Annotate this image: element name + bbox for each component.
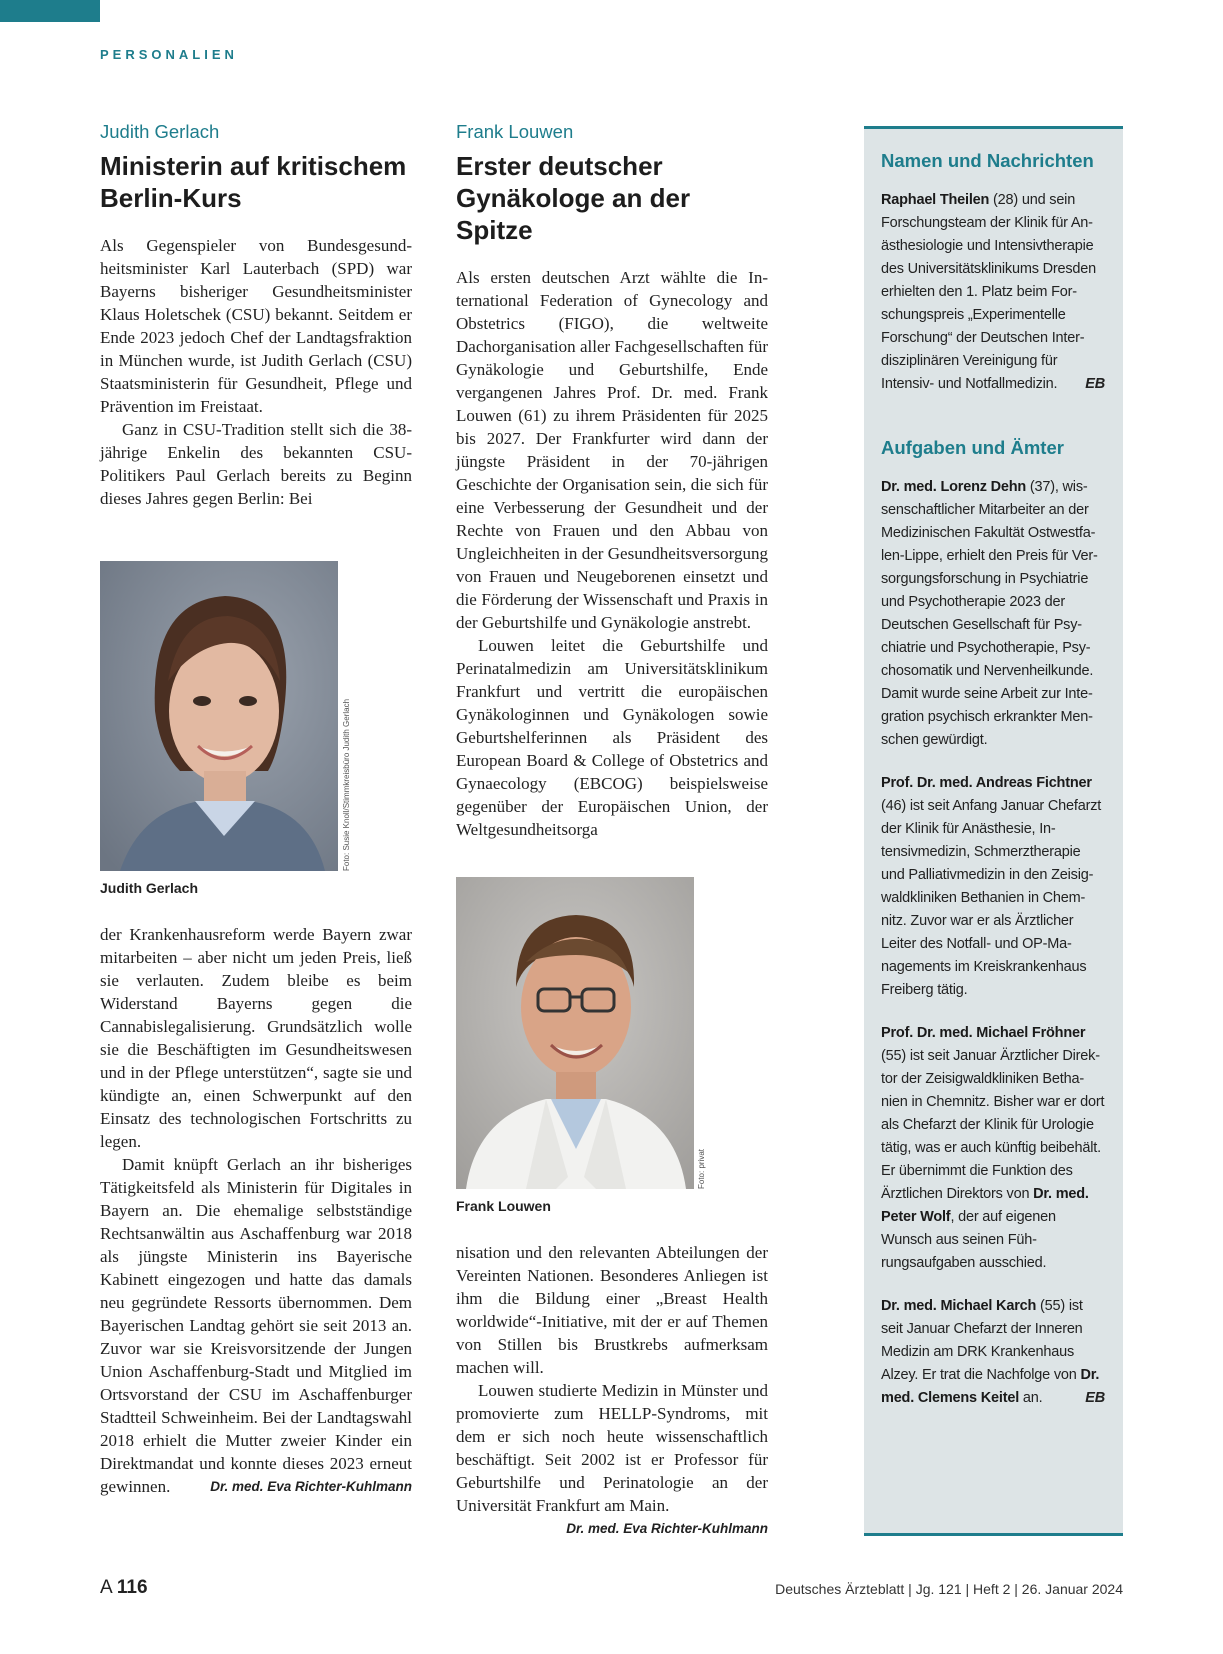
photo-caption: Frank Louwen [456,1198,551,1214]
sidebar-entry [881,772,1105,1002]
person-name: Dr. med. Peter Wolf [881,1186,1089,1225]
article-louwen-continued [456,1241,768,1540]
paragraph-text: Louwen studierte Medizin in Münster und promovierte zum HELLP-Syndroms, mit dem er sich noch heute wissenschaftlich beschäftigt. Seit 2002 ist er Professor für Geburtshilfe und Perinatologie an der Universität Frankfurt am Main. [456,1381,768,1515]
person-name: Dr. med. Lorenz Dehn [881,479,1027,495]
article-louwen [456,120,768,841]
entry-text: (46) ist seit Anfang Januar Chefarzt der Klinik für Anästhesie, Intensivmedizin, Schmerztherapie und Palliativmedizin in den Zeisigwaldkliniken Bethanien in Chemnitz. Zuvor war er als Ärztlicher Leiter des Notfall- und OP-Managements im Kreiskrankenhaus Freiberg tätig. [881,798,1102,998]
article-paragraph: nisation und den relevanten Abteilungen der Vereinten Nationen. Besonderes Anliegen ist ihm die Bildung einer „Breast Health worldwide“-Initiative, mit der er auf Themen von Stillen bis Brustkrebs aufmerksam machen will. [456,1243,768,1377]
article-paragraph: Louwen leitet die Geburtshilfe und Perinatalmedizin am Universitätsklinikum Frankfurt und vertritt die europäischen Gynäkologinnen und Gynäkologen sowie Geburtshelferinnen als Präsident des European Board & College of Obstetrics and Gynaecology (EBCOG) beispielsweise gegenüber der Europäischen Union, der Weltgesundheitsorga [456,636,768,839]
entry-text: an. [1019,1390,1043,1406]
section-label: PERSONALIEN [100,47,238,62]
article-paragraph [456,1379,768,1536]
article-paragraph: der Krankenhausreform werde Bayern zwar mitarbeiten – aber nicht um jeden Preis, ließ sie verlauten. Zudem bleibe es beim Widerstand Bayerns gegen die Cannabislegalisierung. Grundsätzlich wolle sie die Beschäftigten im Gesundheitswesen und in der Pflege unterstützen“, sagte sie und kündigte an, einen Schwerpunkt auf den Einsatz des technologischen Fortschritts zu legen. [100,925,412,1151]
entry-text: , der auf eigenen Wunsch aus seinen Führungsaufgaben ausschied. [881,1209,1056,1271]
entry-text: (55) ist seit Januar Ärztlicher Direktor der Zeisigwaldkliniken Bethanien in Chemnitz. Bisher war er dort als Chefarzt der Klinik für Urologie tätig, was er auch künftig beibehält. Er übernimmt die Funktion des Ärztlichen Direktors von [881,1048,1105,1202]
article-paragraph [100,1153,412,1498]
article-gerlach-continued [100,923,412,1498]
entry-text: (37), wissenschaftlicher Mitarbeiter an der Medizinischen Fakultät Ostwestfalen-Lippe, erhielt den Preis für Versorgungsforschung in Psychiatrie und Psychotherapie 2023 der Deutschen Gesellschaft für Psychiatrie und Psychotherapie, Psychosomatik und Nervenheilkunde. Damit wurde seine Arbeit zur Integration psychisch erkrankter Menschen gewürdigt. [881,479,1098,748]
article-gerlach [100,120,412,510]
top-accent-bar [0,0,100,22]
page-prefix: A [100,1577,117,1598]
entry-text: (55) ist seit Januar Chefarzt der Inneren Medizin am DRK Krankenhaus Alzey. Er trat die Nachfolge von [881,1298,1083,1383]
journal-info: Deutsches Ärzteblatt | Jg. 121 | Heft 2 | 26. Januar 2024 [775,1581,1123,1597]
person-name: Prof. Dr. med. Andreas Fichtner [881,775,1092,791]
page-number [100,1577,148,1599]
sidebar-heading: Aufgaben und Ämter [881,437,1064,458]
page-number-value: 116 [116,1577,148,1598]
article-author: Dr. med. Eva Richter-Kuhlmann [566,1521,768,1536]
article-author: Dr. med. Eva Richter-Kuhlmann [210,1479,412,1494]
portrait-photo-gerlach [100,561,338,871]
article-paragraph: Als Gegenspieler von Bundesgesundheitsminister Karl Lauterbach (SPD) war Bayerns bisheriger Gesundheitsminister Klaus Holetschek (CSU) bekannt. Seitdem er Ende 2023 jedoch Chef der Landtagsfraktion in München wurde, ist Judith Gerlach (CSU) Staatsministerin für Gesundheit, Pflege und Prävention im Freistaat. [100,236,412,416]
sidebar-entry [881,476,1105,752]
sidebar-news-box [864,126,1123,1536]
article-paragraph: Als ersten deutschen Arzt wählte die International Federation of Gynecology and Obstetrics (FIGO), die weltweite Dachorganisation aller Fachgesellschaften für Gynäkologie und Geburtshilfe, Ende vergangenen Jahres Prof. Dr. med. Frank Louwen (61) zu ihrem Präsidenten für 2025 bis 2027. Der Frankfurter wird dann der jüngste Präsident in der 70-jährigen Geschichte der Organisation sein, die sich für eine Verbesserung der Gesundheit und der Rechte von Frauen und den Abbau von Ungleichheiten in der Gesundheitsversorgung von Frauen und Neugeborenen einsetzt und die Förderung der Wissenschaft und Praxis in der Geburtshilfe und Gynäkologie anstrebt. [456,268,768,632]
paragraph-text: Damit knüpft Gerlach an ihr bisheriges Tätigkeitsfeld als Ministerin für Digitales in Bayern an. Die ehemalige selbstständige Rechtsanwältin aus Aschaffenburg war 2018 als jüngste Ministerin ins Bayerische Kabinett eingezogen und hatte das damals neu gegründete Ressorts übernommen. Dem Bayerischen Landtag gehört sie seit 2013 an. Zuvor war sie Kreisvorsitzende der Jungen Union Aschaffenburg-Stadt und Mitglied im Ortsvorstand der CSU im Aschaffenburger Stadtteil Schweinheim. Bei der Landtagswahl 2018 erhielt die Mutter zweier Kinder ein Direktmandat und konnte dieses 2023 erneut gewinnen. [100,1155,412,1496]
article-headline: Erster deutscher Gynäkologe an der Spitze [456,151,691,245]
editor-mark: EB [1085,376,1105,392]
sidebar-entry [881,1295,1105,1410]
photo-caption: Judith Gerlach [100,880,199,896]
article-headline: Ministerin auf kritischem Berlin-Kurs [100,151,407,213]
sidebar-entry [881,1022,1105,1275]
sidebar-entry [881,189,1105,396]
photo-credit: Foto: Susie Knoll/Stimmkreisbüro Judith Gerlach [342,698,351,871]
article-kicker: Judith Gerlach [100,121,220,142]
article-paragraph: Ganz in CSU-Tradition stellt sich die 38-jährige Enkelin des bekannten CSU-Politikers Paul Gerlach bereits zu Beginn dieses Jahres gegen Berlin: Bei [100,420,412,508]
person-name: Raphael Theilen [881,192,990,208]
editor-mark: EB [1085,1390,1105,1406]
entry-text: (28) und sein Forschungsteam der Klinik für Anästhesiologie und Intensivtherapie des Universitätsklinikums Dresden erhielten den 1. Platz beim Forschungspreis „Experimentelle Forschung“ der Deutschen Interdisziplinären Vereinigung für Intensiv- und Notfallmedizin. [881,192,1097,392]
person-name: Dr. med. Michael Karch [881,1298,1037,1314]
person-name: Dr. med. Clemens Keitel [881,1367,1100,1406]
photo-credit: Foto: privat [697,1148,706,1189]
article-kicker: Frank Louwen [456,121,574,142]
portrait-photo-louwen [456,877,694,1189]
sidebar-heading: Namen und Nachrichten [881,150,1094,171]
person-name: Prof. Dr. med. Michael Fröhner [881,1025,1086,1041]
